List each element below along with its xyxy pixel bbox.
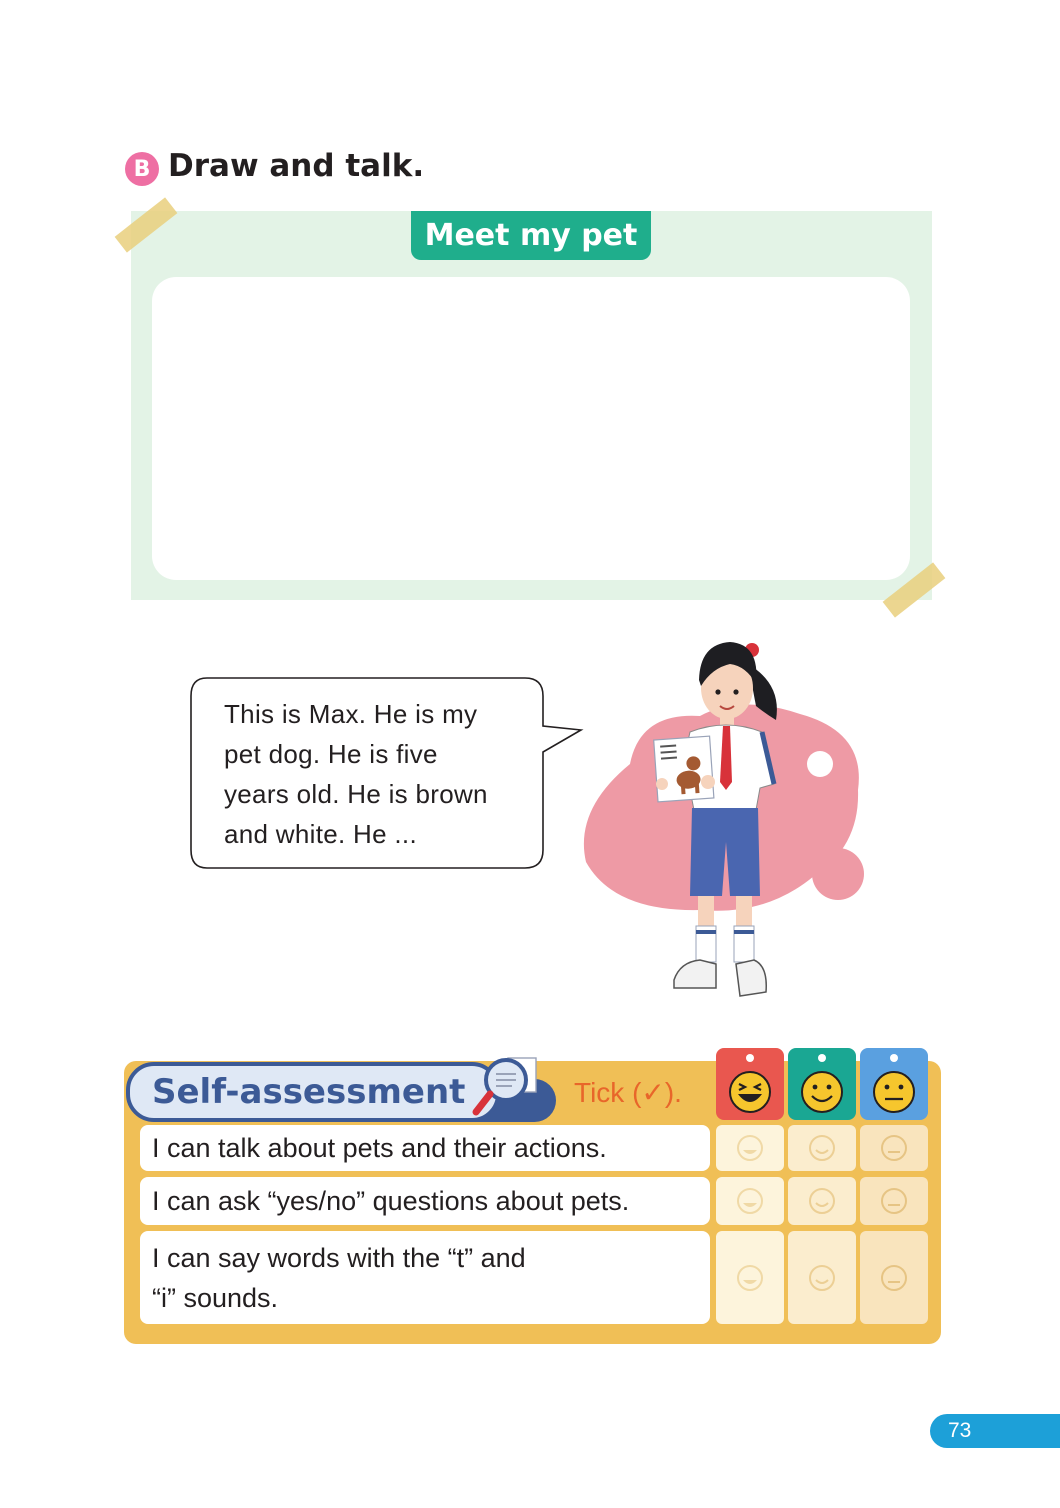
neutral-face-icon — [880, 1187, 908, 1215]
assessment-row-text: I can talk about pets and their actions. — [140, 1125, 710, 1171]
tick-cell[interactable] — [788, 1231, 856, 1324]
neutral-face-icon — [880, 1264, 908, 1292]
girl-illustration — [570, 614, 870, 1014]
assessment-row-text — [140, 1231, 710, 1324]
smiling-face-icon — [808, 1187, 836, 1215]
assessment-row-text: I can ask “yes/no” questions about pets. — [140, 1177, 710, 1225]
tick-cell[interactable] — [716, 1231, 784, 1324]
laughing-face-icon — [736, 1187, 764, 1215]
column-header-great — [716, 1048, 784, 1120]
assessment-row-line: I can say words with the “t” and — [152, 1242, 526, 1273]
assessment-row-line: “i” sounds. — [152, 1282, 279, 1313]
tick-instruction: Tick (✓). — [574, 1077, 682, 1108]
section-badge: B — [125, 152, 159, 186]
laughing-face-icon — [736, 1134, 764, 1162]
tick-cell[interactable] — [788, 1125, 856, 1171]
laughing-face-icon — [736, 1264, 764, 1292]
tick-cell[interactable] — [788, 1177, 856, 1225]
tick-cell[interactable] — [860, 1125, 928, 1171]
column-header-ok — [860, 1048, 928, 1120]
speech-line: and white. He ... — [224, 819, 417, 849]
smiling-face-icon — [808, 1134, 836, 1162]
speech-line: pet dog. He is five — [224, 739, 438, 769]
page-number: 73 — [930, 1414, 1060, 1448]
neutral-face-icon — [880, 1134, 908, 1162]
tick-cell[interactable] — [716, 1125, 784, 1171]
self-assessment-title: Self-assessment — [126, 1062, 500, 1122]
laughing-face-icon — [728, 1070, 772, 1114]
section-title: Draw and talk. — [168, 148, 425, 184]
tick-cell[interactable] — [860, 1231, 928, 1324]
panel-title: Meet my pet — [411, 211, 651, 260]
smiling-face-icon — [800, 1070, 844, 1114]
neutral-face-icon — [872, 1070, 916, 1114]
magnifier-checklist-icon — [470, 1052, 542, 1118]
smiling-face-icon — [808, 1264, 836, 1292]
speech-line: years old. He is brown — [224, 779, 488, 809]
drawing-area[interactable] — [152, 277, 910, 580]
speech-bubble-text — [224, 694, 534, 854]
speech-line: This is Max. He is my — [224, 699, 478, 729]
column-header-good — [788, 1048, 856, 1120]
tick-cell[interactable] — [860, 1177, 928, 1225]
tick-cell[interactable] — [716, 1177, 784, 1225]
